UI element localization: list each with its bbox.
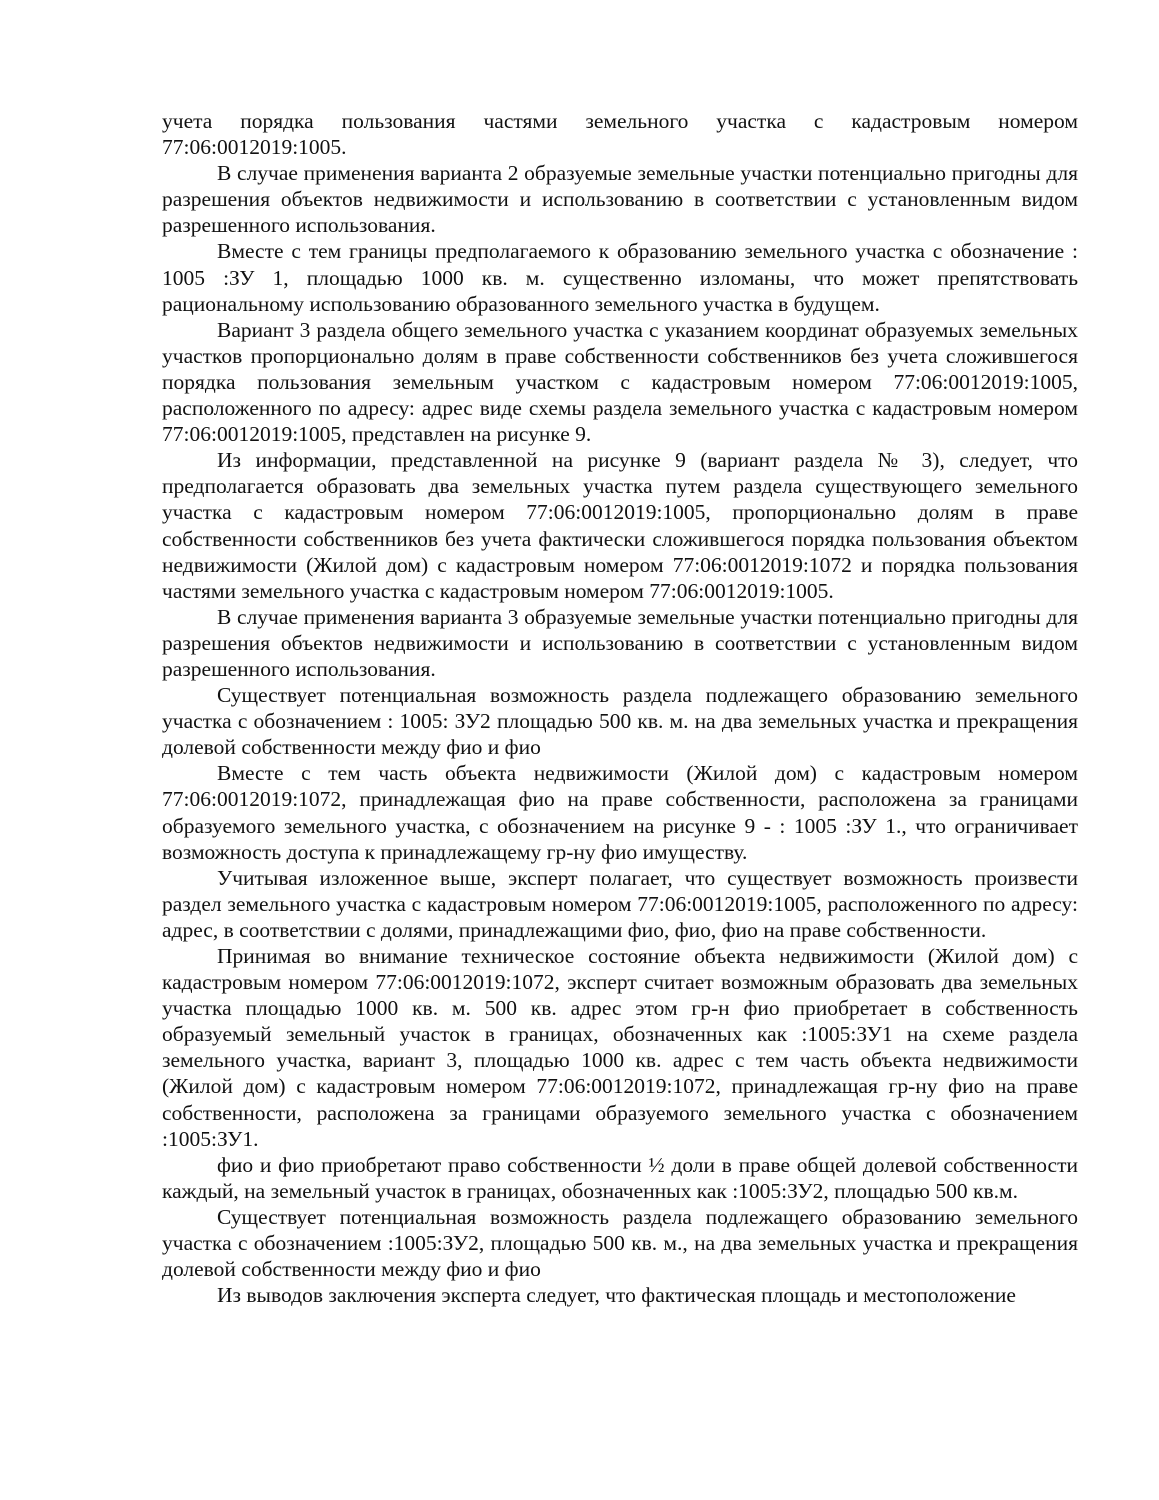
paragraph-11: фио и фио приобретают право собственности ½ доли в праве общей долевой собственности каждый, на земельный участок в границах, обозначенных как :1005:ЗУ2, площадью 500 кв.м. xyxy=(162,1152,1078,1203)
document-text xyxy=(162,108,1078,1308)
paragraph-4: Вариант 3 раздела общего земельного участка с указанием координат образуемых земельных участков пропорционально долям в праве собственности собственников без учета сложившегося порядка пользования земельным участком с кадастровым номером 77:06:0012019:1005, расположенного по адресу: адрес виде схемы раздела земельного участка с кадастровым номером 77:06:0012019:1005, представлен на рисунке 9. xyxy=(162,317,1078,447)
paragraph-2: В случае применения варианта 2 образуемые земельные участки потенциально пригодны для разрешения объектов недвижимости и использованию в соответствии с установленным видом разрешенного использования. xyxy=(162,161,1078,238)
paragraph-3: Вместе с тем границы предполагаемого к образованию земельного участка с обозначение : 1005 :ЗУ 1, площадью 1000 кв. м. существенно изломаны, что может препятствовать рациональному использованию образованного земельного участка в будущем. xyxy=(162,239,1078,316)
paragraph-12: Существует потенциальная возможность раздела подлежащего образованию земельного участка с обозначением :1005:ЗУ2, площадью 500 кв. м., на два земельных участка и прекращения долевой собственности между фио и фио xyxy=(162,1204,1078,1282)
paragraph-13: Из выводов заключения эксперта следует, что фактическая площадь и местоположение xyxy=(217,1283,1016,1308)
paragraph-6: В случае применения варианта 3 образуемые земельные участки потенциально пригодны для разрешения объектов недвижимости и использованию в соответствии с установленным видом разрешенного использования. xyxy=(162,604,1078,681)
paragraph-1: учета порядка пользования частями земельного участка с кадастровым номером 77:06:0012019:1005. xyxy=(162,109,1078,160)
paragraph-10: Принимая во внимание техническое состояние объекта недвижимости (Жилой дом) с кадастровым номером 77:06:0012019:1072, эксперт считает возможным образовать два земельных участка площадью 1000 кв. м. 500 кв. адрес этом гр-н фио приобретает в собственность образуемый земельный участок в границах, обозначенных как :1005:ЗУ1 на схеме раздела земельного участка, вариант 3, площадью 1000 кв. адрес с тем часть объекта недвижимости (Жилой дом) с кадастровым номером 77:06:0012019:1072, принадлежащая гр-ну фио на праве собственности, расположена за границами образуемого земельного участка с обозначением :1005:ЗУ1. xyxy=(162,944,1078,1151)
paragraph-9: Учитывая изложенное выше, эксперт полагает, что существует возможность произвести раздел земельного участка с кадастровым номером 77:06:0012019:1005, расположенного по адресу: адрес, в соответствии с долями, принадлежащими фио, фио, фио на праве собственности. xyxy=(162,865,1078,942)
paragraph-5: Из информации, представленной на рисунке 9 (вариант раздела № 3), следует, что предполагается образовать два земельных участка путем раздела существующего земельного участка с кадастровым номером 77:06:0012019:1005, пропорционально долям в праве собственности собственников без учета фактически сложившегося порядка пользования объектом недвижимости (Жилой дом) с кадастровым номером 77:06:0012019:1072 и порядка пользования частями земельного участка с кадастровым номером 77:06:0012019:1005. xyxy=(162,448,1078,603)
paragraph-8: Вместе с тем часть объекта недвижимости (Жилой дом) с кадастровым номером 77:06:0012019:1072, принадлежащая фио на праве собственности, расположена за границами образуемого земельного участка, с обозначением на рисунке 9 - : 1005 :ЗУ 1., что ограничивает возможность доступа к принадлежащему гр-ну фио имуществу. xyxy=(162,761,1078,864)
paragraph-7: Существует потенциальная возможность раздела подлежащего образованию земельного участка с обозначением : 1005: ЗУ2 площадью 500 кв. м. на два земельных участка и прекращения долевой собственности между фио и фио xyxy=(162,683,1078,760)
